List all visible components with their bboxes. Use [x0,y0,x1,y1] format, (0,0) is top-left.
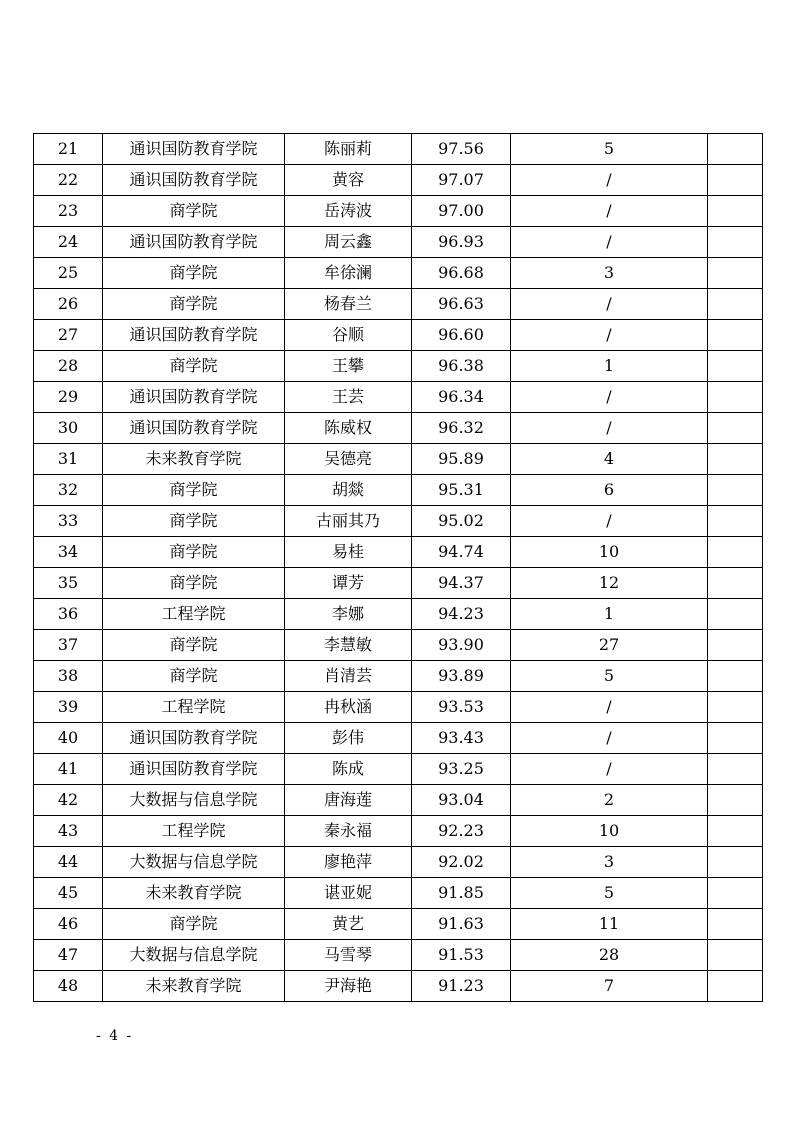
rank-cell: 48 [34,971,103,1002]
table-row [34,289,763,320]
college-cell: 通识国防教育学院 [103,413,285,444]
extra-cell: 3 [511,847,708,878]
score-cell: 93.90 [412,630,511,661]
note-cell [708,382,763,413]
score-cell: 93.53 [412,692,511,723]
extra-cell: 3 [511,258,708,289]
note-cell [708,196,763,227]
rank-cell: 45 [34,878,103,909]
rank-cell: 39 [34,692,103,723]
college-cell: 通识国防教育学院 [103,165,285,196]
note-cell [708,537,763,568]
table-row [34,568,763,599]
note-cell [708,320,763,351]
rank-cell: 28 [34,351,103,382]
college-cell: 商学院 [103,537,285,568]
note-cell [708,661,763,692]
name-cell: 唐海莲 [285,785,412,816]
college-cell: 未来教育学院 [103,971,285,1002]
name-cell: 谌亚妮 [285,878,412,909]
table-row [34,878,763,909]
ranking-table [33,133,763,1002]
note-cell [708,506,763,537]
table-row [34,847,763,878]
score-cell: 93.43 [412,723,511,754]
name-cell: 陈威权 [285,413,412,444]
name-cell: 陈成 [285,754,412,785]
score-cell: 92.02 [412,847,511,878]
table-row [34,196,763,227]
rank-cell: 25 [34,258,103,289]
extra-cell: 2 [511,785,708,816]
table-row [34,537,763,568]
table-row [34,599,763,630]
extra-cell: 1 [511,599,708,630]
note-cell [708,134,763,165]
rank-cell: 32 [34,475,103,506]
note-cell [708,785,763,816]
rank-cell: 42 [34,785,103,816]
college-cell: 商学院 [103,506,285,537]
college-cell: 商学院 [103,258,285,289]
name-cell: 冉秋涵 [285,692,412,723]
note-cell [708,227,763,258]
name-cell: 尹海艳 [285,971,412,1002]
score-cell: 92.23 [412,816,511,847]
note-cell [708,847,763,878]
rank-cell: 37 [34,630,103,661]
rank-cell: 21 [34,134,103,165]
name-cell: 吴德亮 [285,444,412,475]
table-row [34,444,763,475]
rank-cell: 24 [34,227,103,258]
table-row [34,134,763,165]
extra-cell: 1 [511,351,708,382]
name-cell: 陈丽莉 [285,134,412,165]
extra-cell: / [511,506,708,537]
rank-cell: 29 [34,382,103,413]
extra-cell: / [511,723,708,754]
college-cell: 商学院 [103,289,285,320]
extra-cell: / [511,320,708,351]
rank-cell: 36 [34,599,103,630]
name-cell: 肖清芸 [285,661,412,692]
table-row [34,351,763,382]
extra-cell: 7 [511,971,708,1002]
table-row [34,165,763,196]
extra-cell: / [511,227,708,258]
college-cell: 通识国防教育学院 [103,320,285,351]
name-cell: 谭芳 [285,568,412,599]
table-row [34,971,763,1002]
note-cell [708,692,763,723]
note-cell [708,723,763,754]
college-cell: 大数据与信息学院 [103,785,285,816]
score-cell: 97.07 [412,165,511,196]
table-row [34,723,763,754]
college-cell: 商学院 [103,351,285,382]
extra-cell: / [511,692,708,723]
score-cell: 94.23 [412,599,511,630]
table-row [34,661,763,692]
note-cell [708,475,763,506]
college-cell: 大数据与信息学院 [103,847,285,878]
name-cell: 岳涛波 [285,196,412,227]
note-cell [708,971,763,1002]
college-cell: 通识国防教育学院 [103,227,285,258]
name-cell: 王芸 [285,382,412,413]
name-cell: 彭伟 [285,723,412,754]
table-row [34,506,763,537]
score-cell: 96.32 [412,413,511,444]
college-cell: 商学院 [103,630,285,661]
rank-cell: 31 [34,444,103,475]
score-cell: 91.85 [412,878,511,909]
table-row [34,382,763,413]
extra-cell: / [511,413,708,444]
college-cell: 商学院 [103,661,285,692]
college-cell: 大数据与信息学院 [103,940,285,971]
table-row [34,413,763,444]
score-cell: 94.74 [412,537,511,568]
table-row [34,816,763,847]
note-cell [708,630,763,661]
rank-cell: 33 [34,506,103,537]
extra-cell: / [511,754,708,785]
college-cell: 商学院 [103,475,285,506]
college-cell: 未来教育学院 [103,878,285,909]
extra-cell: 27 [511,630,708,661]
note-cell [708,940,763,971]
note-cell [708,413,763,444]
score-cell: 91.23 [412,971,511,1002]
score-cell: 97.00 [412,196,511,227]
score-cell: 91.53 [412,940,511,971]
name-cell: 周云鑫 [285,227,412,258]
college-cell: 未来教育学院 [103,444,285,475]
table-row [34,258,763,289]
extra-cell: / [511,289,708,320]
college-cell: 工程学院 [103,816,285,847]
name-cell: 胡燚 [285,475,412,506]
rank-cell: 40 [34,723,103,754]
score-cell: 96.38 [412,351,511,382]
name-cell: 廖艳萍 [285,847,412,878]
score-cell: 95.31 [412,475,511,506]
college-cell: 商学院 [103,196,285,227]
extra-cell: 10 [511,537,708,568]
extra-cell: 5 [511,661,708,692]
table-row [34,754,763,785]
extra-cell: 28 [511,940,708,971]
name-cell: 马雪琴 [285,940,412,971]
score-cell: 95.89 [412,444,511,475]
table-row [34,630,763,661]
extra-cell: / [511,382,708,413]
rank-cell: 47 [34,940,103,971]
extra-cell: 5 [511,878,708,909]
score-cell: 97.56 [412,134,511,165]
name-cell: 谷顺 [285,320,412,351]
score-cell: 96.63 [412,289,511,320]
note-cell [708,909,763,940]
rank-cell: 27 [34,320,103,351]
name-cell: 古丽其乃 [285,506,412,537]
table-row [34,320,763,351]
table-row [34,909,763,940]
college-cell: 工程学院 [103,692,285,723]
name-cell: 黄艺 [285,909,412,940]
rank-cell: 34 [34,537,103,568]
college-cell: 工程学院 [103,599,285,630]
college-cell: 商学院 [103,909,285,940]
note-cell [708,816,763,847]
name-cell: 李慧敏 [285,630,412,661]
score-cell: 93.25 [412,754,511,785]
ranking-table-body [34,134,763,1002]
score-cell: 96.60 [412,320,511,351]
score-cell: 95.02 [412,506,511,537]
score-cell: 96.68 [412,258,511,289]
extra-cell: 4 [511,444,708,475]
note-cell [708,878,763,909]
score-cell: 93.89 [412,661,511,692]
rank-cell: 26 [34,289,103,320]
table-row [34,475,763,506]
score-cell: 93.04 [412,785,511,816]
college-cell: 商学院 [103,568,285,599]
extra-cell: / [511,165,708,196]
note-cell [708,599,763,630]
rank-cell: 44 [34,847,103,878]
note-cell [708,754,763,785]
score-cell: 91.63 [412,909,511,940]
college-cell: 通识国防教育学院 [103,134,285,165]
name-cell: 李娜 [285,599,412,630]
extra-cell: 11 [511,909,708,940]
note-cell [708,258,763,289]
name-cell: 牟徐澜 [285,258,412,289]
extra-cell: 6 [511,475,708,506]
note-cell [708,351,763,382]
note-cell [708,568,763,599]
table-row [34,785,763,816]
rank-cell: 38 [34,661,103,692]
extra-cell: 10 [511,816,708,847]
rank-cell: 23 [34,196,103,227]
college-cell: 通识国防教育学院 [103,754,285,785]
rank-cell: 41 [34,754,103,785]
score-cell: 96.93 [412,227,511,258]
page-number: - 4 - [96,1028,134,1044]
rank-cell: 30 [34,413,103,444]
score-cell: 94.37 [412,568,511,599]
name-cell: 秦永福 [285,816,412,847]
rank-cell: 22 [34,165,103,196]
note-cell [708,289,763,320]
table-row [34,227,763,258]
extra-cell: 5 [511,134,708,165]
college-cell: 通识国防教育学院 [103,723,285,754]
score-cell: 96.34 [412,382,511,413]
rank-cell: 46 [34,909,103,940]
rank-cell: 35 [34,568,103,599]
extra-cell: / [511,196,708,227]
name-cell: 黄容 [285,165,412,196]
table-row [34,692,763,723]
table-row [34,940,763,971]
rank-cell: 43 [34,816,103,847]
note-cell [708,165,763,196]
name-cell: 易桂 [285,537,412,568]
name-cell: 王攀 [285,351,412,382]
college-cell: 通识国防教育学院 [103,382,285,413]
name-cell: 杨春兰 [285,289,412,320]
extra-cell: 12 [511,568,708,599]
note-cell [708,444,763,475]
